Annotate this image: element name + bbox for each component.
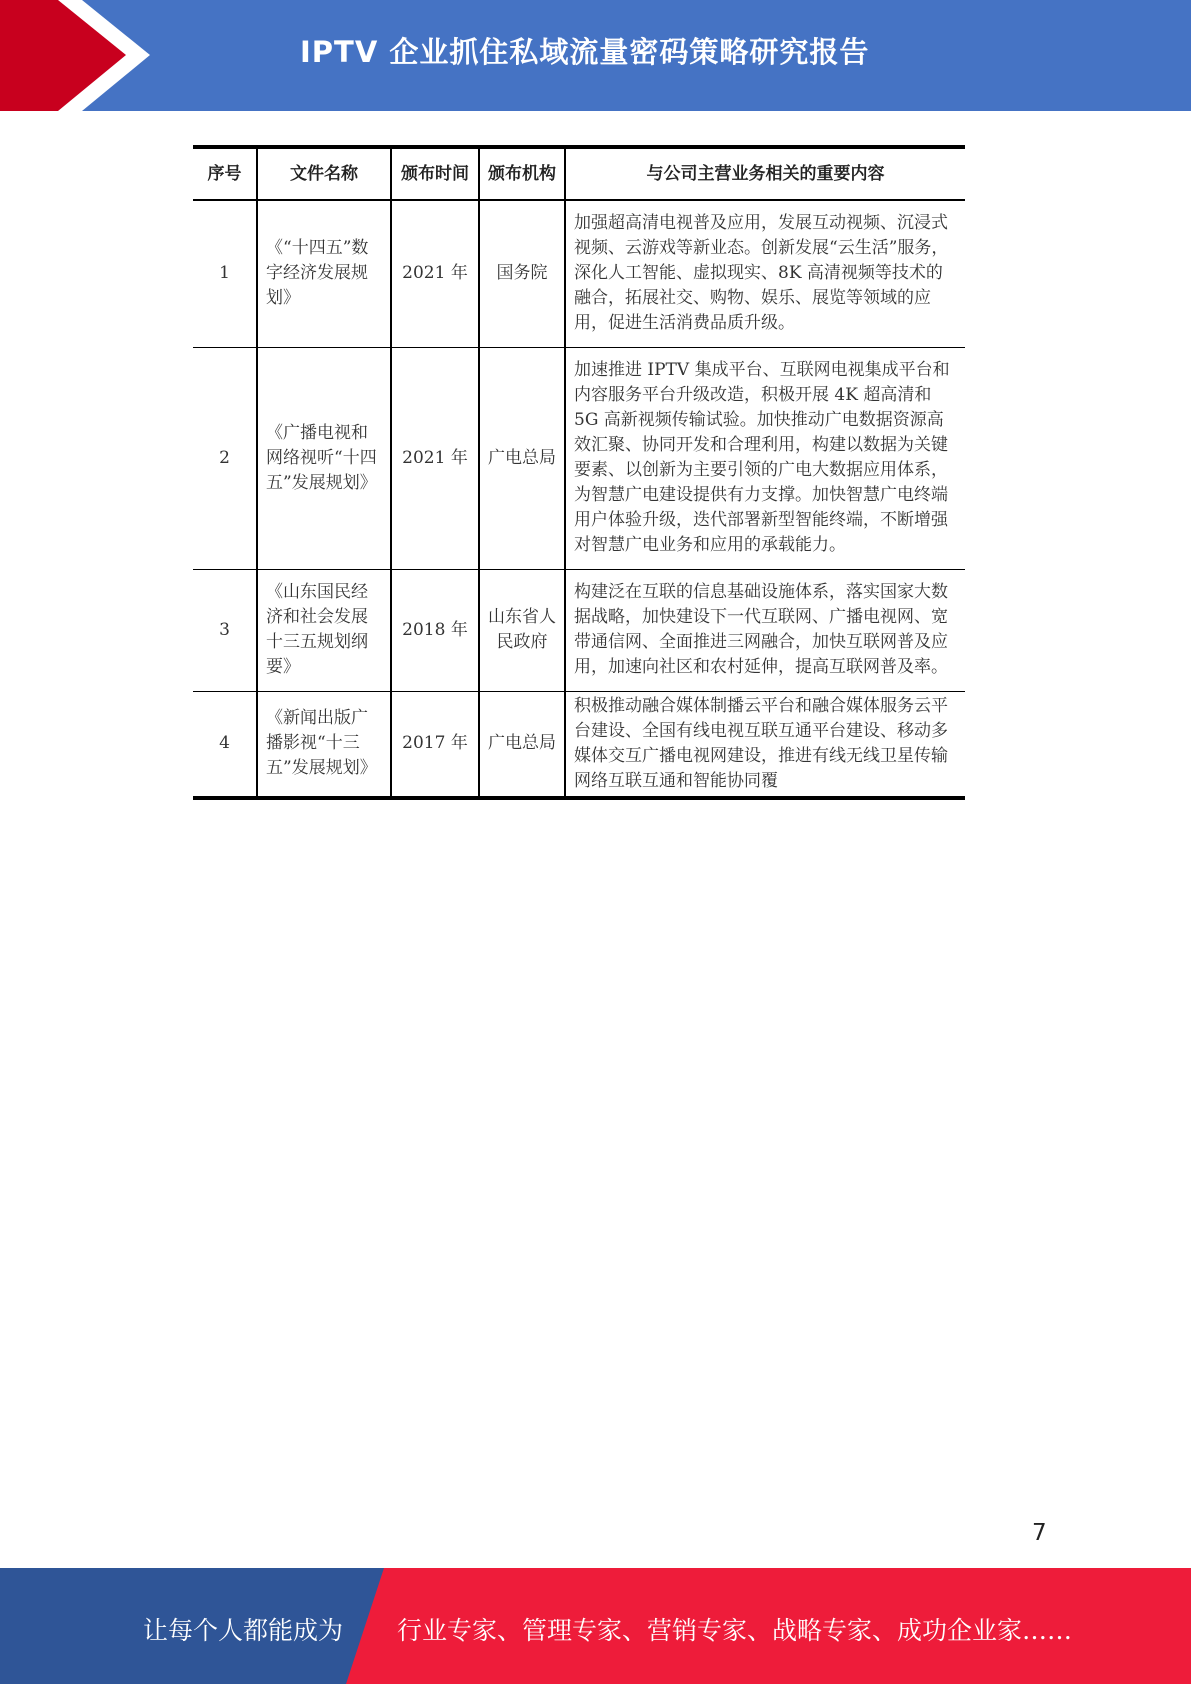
row-file-name: 《新闻出版广播影视“十三五”发展规划》 [257,691,391,798]
row-index: 4 [193,691,257,798]
page-number: 7 [1032,1520,1047,1546]
header-index: 序号 [193,147,257,200]
page-header [0,0,1191,111]
row-file-name: 《“十四五”数字经济发展规划》 [257,200,391,347]
header-file-name: 文件名称 [257,147,391,200]
policy-table [193,145,965,800]
footer-slogan-left: 让每个人都能成为 [143,1616,344,1645]
table-header-row [193,147,965,200]
footer-slogan-right: 行业专家、管理专家、营销专家、战略专家、成功企业家…… [397,1616,1073,1645]
table-row [193,347,965,569]
row-content: 加速推进 IPTV 集成平台、互联网电视集成平台和内容服务平台升级改造，积极开展 4K 超高清和 5G 高新视频传输试验。加快推动广电数据资源高效汇聚、协同开发和合理利用，构建以数据为关键要素、以创新为主要引领的广电大数据应用体系，为智慧广电建设提供有力支撑。加快智慧广电终端用户体验升级，迭代部署新型智能终端，不断增强对智慧广电业务和应用的承载能力。 [565,347,965,569]
table-row [193,691,965,798]
row-file-name: 《山东国民经济和社会发展十三五规划纲要》 [257,569,391,691]
page-footer [0,1568,1191,1684]
row-issuing-org: 国务院 [479,200,565,347]
row-issue-time: 2021 年 [391,347,479,569]
header-issue-time: 颁布时间 [391,147,479,200]
table-row [193,200,965,347]
row-issue-time: 2021 年 [391,200,479,347]
row-file-name: 《广播电视和网络视听“十四五”发展规划》 [257,347,391,569]
report-title: IPTV 企业抓住私域流量密码策略研究报告 [300,35,870,69]
header-issuing-org: 颁布机构 [479,147,565,200]
row-issue-time: 2017 年 [391,691,479,798]
row-content: 构建泛在互联的信息基础设施体系，落实国家大数据战略，加快建设下一代互联网、广播电视网、宽带通信网、全面推进三网融合，加快互联网普及应用，加速向社区和农村延伸，提高互联网普及率。 [565,569,965,691]
row-content: 积极推动融合媒体制播云平台和融合媒体服务云平台建设、全国有线电视互联互通平台建设、移动多媒体交互广播电视网建设，推进有线无线卫星传输网络互联互通和智能协同覆 [565,691,965,798]
row-index: 3 [193,569,257,691]
row-index: 1 [193,200,257,347]
table-row [193,569,965,691]
header-content: 与公司主营业务相关的重要内容 [565,147,965,200]
row-issue-time: 2018 年 [391,569,479,691]
row-issuing-org: 山东省人民政府 [479,569,565,691]
row-index: 2 [193,347,257,569]
row-issuing-org: 广电总局 [479,347,565,569]
row-issuing-org: 广电总局 [479,691,565,798]
row-content: 加强超高清电视普及应用，发展互动视频、沉浸式视频、云游戏等新业态。创新发展“云生活”服务，深化人工智能、虚拟现实、8K 高清视频等技术的融合，拓展社交、购物、娱乐、展览等领域的应用，促进生活消费品质升级。 [565,200,965,347]
